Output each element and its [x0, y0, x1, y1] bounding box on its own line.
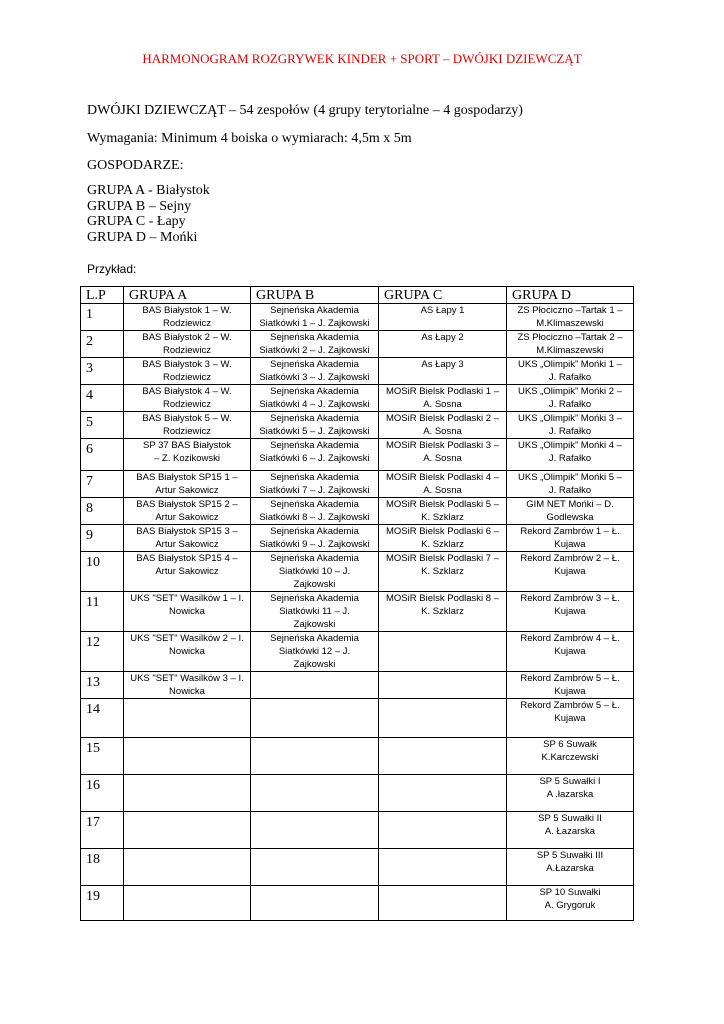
team-entry: MOSiR Bielsk Podlaski 2 – A. Sosna: [386, 413, 499, 437]
cell-group-a: [124, 385, 251, 412]
team-entry: MOSiR Bielsk Podlaski 4 – A. Sosna: [386, 472, 499, 496]
cell-group-b: [251, 632, 379, 672]
cell-group-d: [507, 886, 634, 921]
cell-group-d: [507, 738, 634, 775]
team-entry: UKS "SET" Wasilków 3 – I. Nowicka: [130, 673, 244, 697]
row-number: 5: [81, 412, 124, 439]
cell-group-a: [124, 498, 251, 525]
cell-group-d: [507, 552, 634, 592]
team-entry: BAS Białystok 4 – W. Rodziewicz: [142, 386, 232, 410]
row-number: 19: [81, 886, 124, 921]
cell-group-a: [124, 812, 251, 849]
header-group-c: GRUPA C: [379, 287, 507, 304]
team-entry: GIM NET Mońki – D. Godlewska: [526, 499, 614, 523]
team-entry: Sejneńska Akademia Siatkówki 3 – J. Zajkowski: [259, 359, 370, 383]
team-entry: MOSiR Bielsk Podlaski 1 – A. Sosna: [386, 386, 499, 410]
row-number: 18: [81, 849, 124, 886]
cell-group-c: [379, 849, 507, 886]
cell-group-b: [251, 738, 379, 775]
team-entry: Sejneńska Akademia Siatkówki 5 – J. Zajkowski: [259, 413, 370, 437]
row-number: 15: [81, 738, 124, 775]
cell-group-a: [124, 672, 251, 699]
teams-info: DWÓJKI DZIEWCZĄT – 54 zespołów (4 grupy terytorialne – 4 gospodarzy): [87, 103, 523, 118]
team-entry: Rekord Zambrów 1 – Ł. Kujawa: [520, 526, 620, 550]
host-group-b: GRUPA B – Sejny: [87, 199, 192, 214]
requirements-info: Wymagania: Minimum 4 boiska o wymiarach: 4,5m x 5m: [87, 131, 412, 146]
team-entry: SP 37 BAS Białystok – Z. Kozikowski: [142, 440, 231, 464]
row-number: 10: [81, 552, 124, 592]
team-entry: BAS Białystok SP15 1 – Artur Sakowicz: [136, 472, 238, 496]
team-entry: UKS „Olimpik” Mońki 5 – J. Rafałko: [518, 472, 622, 496]
cell-group-c: [379, 592, 507, 632]
cell-group-c: [379, 812, 507, 849]
hosts-label: GOSPODARZE:: [87, 158, 184, 173]
cell-group-d: [507, 385, 634, 412]
team-entry: Sejneńska Akademia Siatkówki 9 – J. Zajkowski: [259, 526, 370, 550]
team-entry: BAS Białystok 3 – W. Rodziewicz: [142, 359, 232, 383]
cell-group-d: [507, 672, 634, 699]
row-number: 16: [81, 775, 124, 812]
cell-group-c: [379, 304, 507, 331]
row-number: 6: [81, 439, 124, 471]
cell-group-c: [379, 498, 507, 525]
cell-group-b: [251, 498, 379, 525]
team-entry: Rekord Zambrów 5 – Ł. Kujawa: [520, 673, 620, 697]
cell-group-c: [379, 385, 507, 412]
cell-group-b: [251, 552, 379, 592]
cell-group-d: [507, 812, 634, 849]
cell-group-b: [251, 304, 379, 331]
cell-group-a: [124, 775, 251, 812]
team-entry: ZS Płociczno –Tartak 2 – M.Klimaszewski: [517, 332, 623, 356]
cell-group-c: [379, 699, 507, 738]
table-row: [81, 385, 634, 412]
team-entry: Rekord Zambrów 4 – Ł. Kujawa: [520, 633, 620, 657]
team-entry: UKS „Olimpik” Mońki 3 – J. Rafałko: [518, 413, 622, 437]
cell-group-b: [251, 331, 379, 358]
row-number: 1: [81, 304, 124, 331]
cell-group-b: [251, 672, 379, 699]
cell-group-d: [507, 775, 634, 812]
cell-group-c: [379, 412, 507, 439]
team-entry: As Łapy 3: [421, 359, 464, 370]
header-group-d: GRUPA D: [507, 287, 634, 304]
team-entry: Sejneńska Akademia Siatkówki 7 – J. Zajkowski: [259, 472, 370, 496]
cell-group-d: [507, 699, 634, 738]
cell-group-b: [251, 592, 379, 632]
team-entry: UKS "SET" Wasilków 2 – I. Nowicka: [130, 633, 244, 657]
row-number: 13: [81, 672, 124, 699]
team-entry: AS Łapy 1: [420, 305, 465, 316]
cell-group-b: [251, 439, 379, 471]
table-row: [81, 738, 634, 775]
cell-group-a: [124, 552, 251, 592]
cell-group-c: [379, 552, 507, 592]
header-lp: L.P: [81, 287, 124, 304]
cell-group-a: [124, 886, 251, 921]
cell-group-d: [507, 412, 634, 439]
team-entry: UKS „Olimpik” Mońki 1 – J. Rafałko: [518, 359, 622, 383]
cell-group-d: [507, 632, 634, 672]
cell-group-a: [124, 632, 251, 672]
row-number: 8: [81, 498, 124, 525]
team-entry: As Łapy 2: [421, 332, 464, 343]
host-group-d: GRUPA D – Mońki: [87, 230, 198, 245]
row-number: 9: [81, 525, 124, 552]
team-entry: MOSiR Bielsk Podlaski 6 – K. Szklarz: [386, 526, 499, 550]
cell-group-b: [251, 775, 379, 812]
team-entry: MOSiR Bielsk Podlaski 5 – K. Szklarz: [386, 499, 499, 523]
host-group-c: GRUPA C - Łapy: [87, 214, 186, 229]
cell-group-c: [379, 525, 507, 552]
cell-group-d: [507, 471, 634, 498]
cell-group-a: [124, 358, 251, 385]
table-row: [81, 412, 634, 439]
table-row: [81, 304, 634, 331]
cell-group-d: [507, 849, 634, 886]
team-entry: BAS Białystok 5 – W. Rodziewicz: [142, 413, 232, 437]
cell-group-c: [379, 738, 507, 775]
row-number: 7: [81, 471, 124, 498]
table-row: [81, 849, 634, 886]
table-row: [81, 552, 634, 592]
cell-group-c: [379, 886, 507, 921]
cell-group-a: [124, 304, 251, 331]
table-row: [81, 812, 634, 849]
cell-group-d: [507, 498, 634, 525]
cell-group-d: [507, 439, 634, 471]
table-row: [81, 471, 634, 498]
cell-group-c: [379, 439, 507, 471]
team-entry: SP 10 Suwałki A. Grygoruk: [539, 887, 601, 911]
table-row: [81, 886, 634, 921]
cell-group-d: [507, 304, 634, 331]
cell-group-d: [507, 592, 634, 632]
row-number: 11: [81, 592, 124, 632]
team-entry: SP 5 Suwałki I A .łazarska: [539, 776, 601, 800]
cell-group-b: [251, 886, 379, 921]
cell-group-b: [251, 358, 379, 385]
cell-group-b: [251, 525, 379, 552]
host-group-a: GRUPA A - Białystok: [87, 183, 210, 198]
team-entry: Sejneńska Akademia Siatkówki 11 – J. Zajkowski: [270, 593, 359, 630]
cell-group-b: [251, 412, 379, 439]
cell-group-a: [124, 471, 251, 498]
table-row: [81, 439, 634, 471]
cell-group-b: [251, 849, 379, 886]
table-row: [81, 525, 634, 552]
cell-group-a: [124, 738, 251, 775]
team-entry: Sejneńska Akademia Siatkówki 10 – J. Zajkowski: [270, 553, 359, 590]
example-label: Przykład:: [87, 262, 137, 276]
cell-group-a: [124, 592, 251, 632]
header-group-a: GRUPA A: [124, 287, 251, 304]
row-number: 12: [81, 632, 124, 672]
team-entry: Sejneńska Akademia Siatkówki 1 – J. Zajkowski: [259, 305, 370, 329]
team-entry: MOSiR Bielsk Podlaski 7 – K. Szklarz: [386, 553, 499, 577]
team-entry: Sejneńska Akademia Siatkówki 2 – J. Zajkowski: [259, 332, 370, 356]
table-header-row: [81, 287, 634, 304]
cell-group-c: [379, 471, 507, 498]
team-entry: Rekord Zambrów 2 – Ł. Kujawa: [520, 553, 620, 577]
row-number: 2: [81, 331, 124, 358]
table-row: [81, 331, 634, 358]
team-entry: Sejneńska Akademia Siatkówki 8 – J. Zajkowski: [259, 499, 370, 523]
cell-group-c: [379, 358, 507, 385]
cell-group-b: [251, 812, 379, 849]
team-entry: SP 5 Suwałki II A. Łazarska: [538, 813, 602, 837]
team-entry: MOSiR Bielsk Podlaski 8 – K. Szklarz: [386, 593, 499, 617]
team-entry: UKS "SET" Wasilków 1 – I. Nowicka: [130, 593, 244, 617]
table-row: [81, 592, 634, 632]
table-row: [81, 498, 634, 525]
team-entry: SP 6 Suwałk K.Karczewski: [541, 739, 599, 763]
row-number: 14: [81, 699, 124, 738]
team-entry: Rekord Zambrów 5 – Ł. Kujawa: [520, 700, 620, 724]
table-row: [81, 358, 634, 385]
schedule-table: [80, 286, 634, 921]
cell-group-d: [507, 358, 634, 385]
cell-group-c: [379, 775, 507, 812]
team-entry: Sejneńska Akademia Siatkówki 4 – J. Zajkowski: [259, 386, 370, 410]
team-entry: BAS Białystok SP15 3 – Artur Sakowicz: [136, 526, 238, 550]
team-entry: Sejneńska Akademia Siatkówki 12 – J. Zajkowski: [270, 633, 359, 670]
row-number: 17: [81, 812, 124, 849]
table-body: [81, 304, 634, 921]
cell-group-a: [124, 439, 251, 471]
team-entry: BAS Białystok SP15 4 – Artur Sakowicz: [136, 553, 238, 577]
team-entry: BAS Białystok SP15 2 – Artur Sakowicz: [136, 499, 238, 523]
table-row: [81, 699, 634, 738]
team-entry: MOSiR Bielsk Podlaski 3 – A. Sosna: [386, 440, 499, 464]
cell-group-a: [124, 849, 251, 886]
header-group-b: GRUPA B: [251, 287, 379, 304]
table-row: [81, 672, 634, 699]
cell-group-a: [124, 331, 251, 358]
table-row: [81, 632, 634, 672]
row-number: 4: [81, 385, 124, 412]
team-entry: Rekord Zambrów 3 – Ł. Kujawa: [520, 593, 620, 617]
team-entry: SP 5 Suwałki III A.Łazarska: [536, 850, 604, 874]
cell-group-a: [124, 412, 251, 439]
team-entry: UKS „Olimpik” Mońki 2 – J. Rafałko: [518, 386, 622, 410]
cell-group-a: [124, 525, 251, 552]
team-entry: Sejneńska Akademia Siatkówki 6 – J. Zajkowski: [259, 440, 370, 464]
team-entry: ZS Płociczno –Tartak 1 – M.Klimaszewski: [517, 305, 623, 329]
cell-group-d: [507, 331, 634, 358]
cell-group-c: [379, 672, 507, 699]
cell-group-b: [251, 471, 379, 498]
cell-group-d: [507, 525, 634, 552]
team-entry: BAS Białystok 2 – W. Rodziewicz: [142, 332, 232, 356]
cell-group-b: [251, 385, 379, 412]
team-entry: BAS Białystok 1 – W. Rodziewicz: [142, 305, 232, 329]
cell-group-c: [379, 632, 507, 672]
cell-group-a: [124, 699, 251, 738]
document-title: HARMONOGRAM ROZGRYWEK KINDER + SPORT – DWÓJKI DZIEWCZĄT: [142, 51, 582, 66]
row-number: 3: [81, 358, 124, 385]
cell-group-b: [251, 699, 379, 738]
team-entry: UKS „Olimpik” Mońki 4 – J. Rafałko: [518, 440, 622, 464]
cell-group-c: [379, 331, 507, 358]
table-row: [81, 775, 634, 812]
